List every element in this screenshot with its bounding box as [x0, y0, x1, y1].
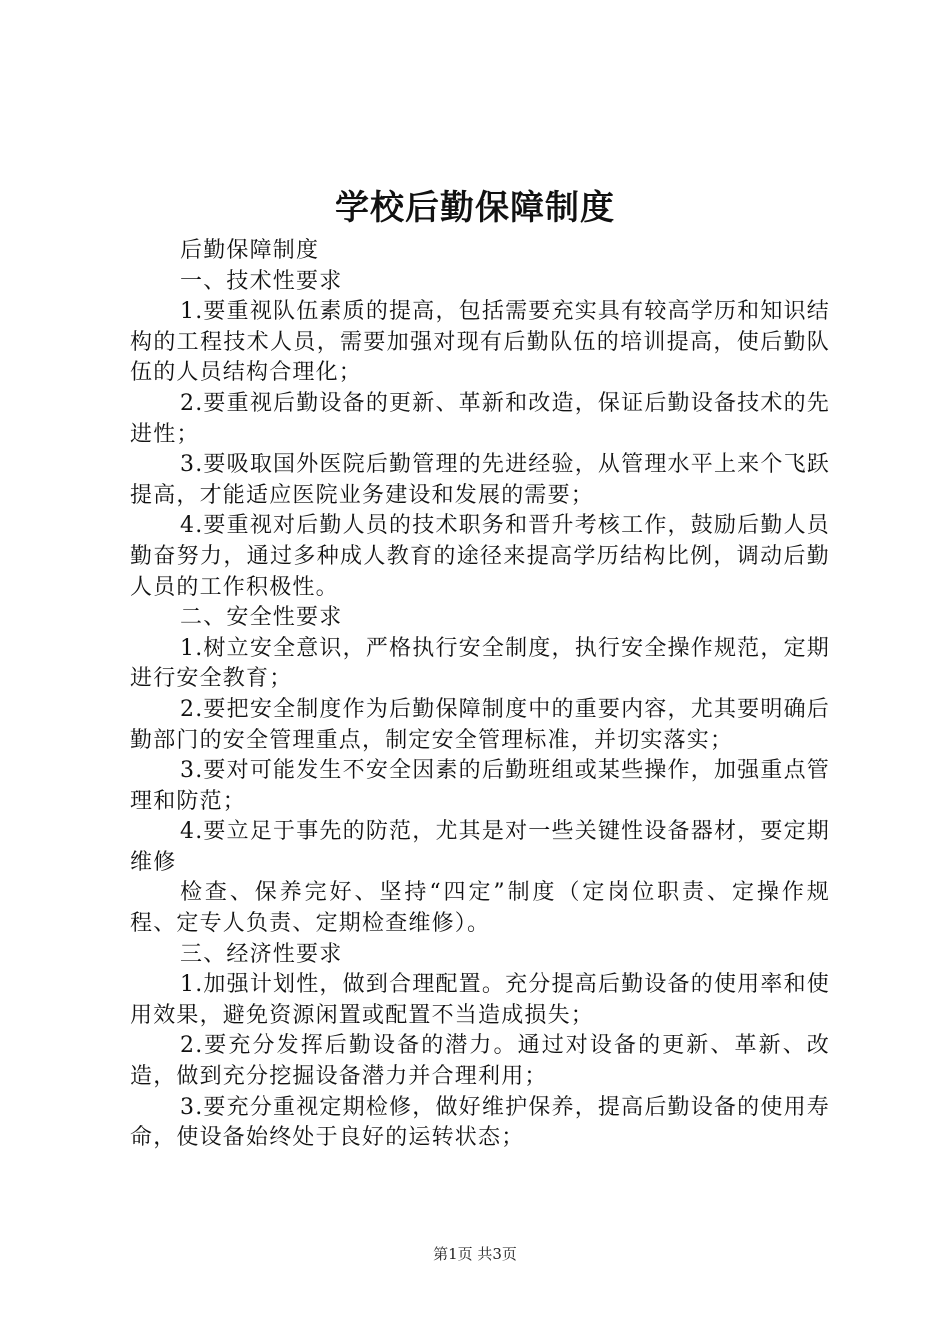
document-title: 学校后勤保障制度 — [335, 188, 615, 228]
paragraph: 2.要重视后勤设备的更新、革新和改造，保证后勤设备技术的先进性； — [130, 390, 830, 447]
section-heading-technical: 一、技术性要求 — [180, 268, 343, 294]
paragraph: 4.要重视对后勤人员的技术职务和晋升考核工作，鼓励后勤人员勤奋努力，通过多种成人教育的途径来提高学历结构比例，调动后勤人员的工作积极性。 — [130, 513, 830, 600]
section-heading-safety: 二、安全性要求 — [180, 605, 343, 631]
paragraph: 3.要充分重视定期检修，做好维护保养，提高后勤设备的使用寿命，使设备始终处于良好的运转状态； — [130, 1094, 830, 1151]
paragraph: 1.树立安全意识，严格执行安全制度，执行安全操作规范，定期进行安全教育； — [130, 635, 830, 692]
paragraph: 3.要吸取国外医院后勤管理的先进经验，从管理水平上来个飞跃提高，才能适应医院业务建设和发展的需要； — [130, 452, 830, 508]
paragraph: 2.要把安全制度作为后勤保障制度中的重要内容，尤其要明确后勤部门的安全管理重点，制定安全管理标准，并切实落实； — [130, 696, 830, 753]
paragraph: 检查、保养完好、坚持“四定”制度（定岗位职责、定操作规程、定专人负责、定期检查维修）。 — [130, 880, 830, 937]
paragraph: 1.加强计划性，做到合理配置。充分提高后勤设备的使用率和使用效果，避免资源闲置或配置不当造成损失； — [130, 972, 830, 1028]
paragraph-heading: 后勤保障制度 — [180, 238, 320, 263]
paragraph: 3.要对可能发生不安全因素的后勤班组或某些操作，加强重点管理和防范； — [130, 758, 830, 814]
page-number-footer: 第1页 共3页 — [433, 1245, 517, 1263]
paragraph: 4.要立足于事先的防范，尤其是对一些关键性设备器材，要定期维修 — [130, 819, 830, 875]
paragraph: 1.要重视队伍素质的提高，包括需要充实具有较高学历和知识结构的工程技术人员，需要加强对现有后勤队伍的培训提高，使后勤队伍的人员结构合理化； — [130, 299, 830, 386]
section-heading-economic: 三、经济性要求 — [180, 941, 343, 967]
paragraph: 2.要充分发挥后勤设备的潜力。通过对设备的更新、革新、改造，做到充分挖掘设备潜力并合理利用； — [130, 1033, 830, 1090]
document-body — [130, 236, 830, 1154]
